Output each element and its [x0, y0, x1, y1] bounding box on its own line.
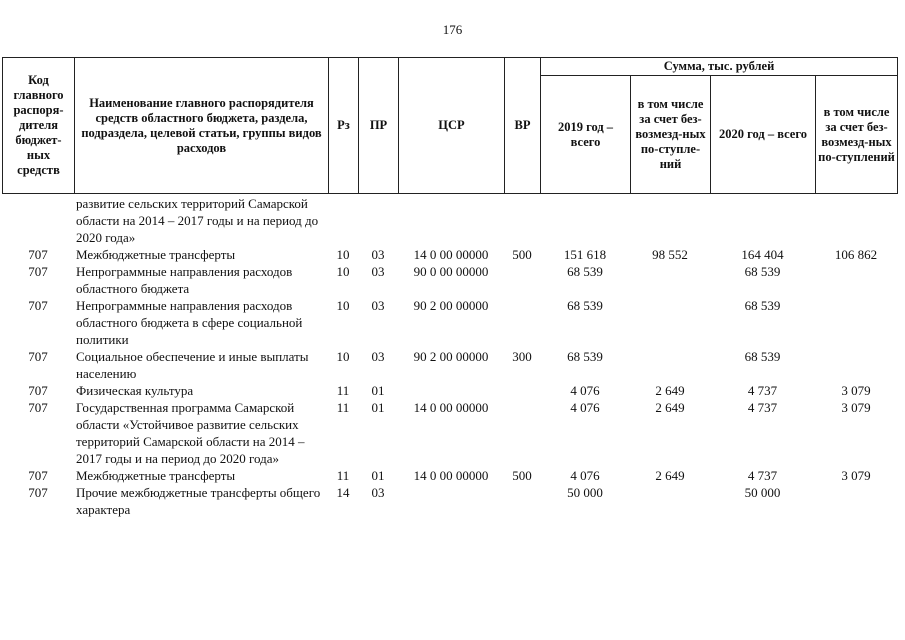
- row-name: Социальное обеспечение и иные выплаты населению: [76, 349, 309, 381]
- row-2020-total: 164 404: [741, 247, 784, 262]
- row-2020-free: [815, 297, 897, 348]
- header-2020-total: 2020 год – всего: [711, 76, 816, 194]
- row-rz: 14: [336, 485, 350, 500]
- row-2019-total: 68 539: [567, 264, 603, 279]
- header-code: Код главного распоря-дителя бюджет-ных средств: [3, 58, 75, 194]
- row-vr: [504, 263, 540, 297]
- header-2020-free: в том числе за счет без-возмезд-ных по-ступлений: [816, 76, 898, 194]
- row-2020-total: 4 737: [747, 468, 778, 483]
- row-csr: [398, 382, 504, 399]
- row-vr: 300: [512, 349, 532, 364]
- row-2020-total: 4 737: [747, 383, 778, 398]
- row-csr: 14 0 00 00000: [413, 400, 489, 415]
- row-rz: 11: [336, 400, 350, 415]
- row-name: Непрограммные направления расходов областного бюджета в сфере социальной политики: [76, 298, 303, 347]
- row-2019-free: 2 649: [655, 383, 685, 398]
- row-2019-free: 2 649: [655, 400, 685, 415]
- row-code: 707: [28, 383, 48, 398]
- header-2019-free: в том числе за счет без-возмезд-ных по-ступле-ний: [631, 76, 711, 194]
- row-rz: 10: [336, 264, 350, 279]
- row-2019-total: 50 000: [567, 485, 603, 500]
- row-vr: [504, 195, 540, 246]
- row-code: 707: [28, 298, 48, 313]
- row-2019-free: 2 649: [655, 468, 685, 483]
- row-2019-free: [630, 263, 710, 297]
- row-pr: [358, 195, 398, 246]
- row-pr: 03: [371, 298, 385, 313]
- row-2019-total: [540, 195, 630, 246]
- page-number: 176: [442, 22, 463, 37]
- row-code: 707: [28, 468, 48, 483]
- row-2020-total: 68 539: [744, 264, 781, 279]
- row-pr: 01: [371, 400, 385, 415]
- table-body: [2, 195, 897, 518]
- row-2020-total: 68 539: [744, 349, 781, 364]
- row-pr: 03: [371, 264, 385, 279]
- row-2020-free: 106 862: [834, 247, 878, 262]
- row-rz: [328, 195, 358, 246]
- row-2019-free: 98 552: [652, 247, 688, 262]
- row-name: Государственная программа Самарской области «Устойчивое развитие сельских территорий Самарской области на 2014 – 2017 годы и на период до 2020 года»: [76, 400, 305, 466]
- row-2020-free: 3 079: [841, 383, 871, 398]
- table-row: [2, 246, 897, 263]
- table-row: [2, 467, 897, 484]
- row-name: Межбюджетные трансферты: [76, 247, 236, 262]
- row-rz: 10: [336, 247, 350, 262]
- row-vr: 500: [512, 468, 532, 483]
- row-2020-free: [815, 484, 897, 518]
- row-csr: [398, 484, 504, 518]
- header-name: Наименование главного распорядителя средств областного бюджета, раздела, подраздела, целевой статьи, группы видов расходов: [75, 58, 329, 194]
- row-name: Непрограммные направления расходов областного бюджета: [76, 264, 293, 296]
- table-row: [2, 195, 897, 246]
- row-vr: 500: [512, 247, 532, 262]
- row-csr: 14 0 00 00000: [413, 468, 489, 483]
- row-2020-free: [815, 263, 897, 297]
- row-vr: [504, 399, 540, 467]
- row-pr: 01: [371, 468, 385, 483]
- table-row: [2, 263, 897, 297]
- row-csr: [398, 195, 504, 246]
- table-header: [2, 57, 898, 194]
- row-code: 707: [28, 247, 48, 262]
- row-csr: 90 0 00 00000: [413, 264, 489, 279]
- row-2019-total: 4 076: [570, 400, 600, 415]
- row-pr: 03: [371, 247, 385, 262]
- row-2019-total: 68 539: [567, 298, 603, 313]
- row-2020-free: 3 079: [841, 468, 871, 483]
- table-row: [2, 484, 897, 518]
- table-row: [2, 382, 897, 399]
- row-rz: 11: [336, 468, 350, 483]
- row-pr: 03: [371, 485, 385, 500]
- row-rz: 11: [336, 383, 350, 398]
- row-code: [2, 195, 74, 246]
- row-code: 707: [28, 264, 48, 279]
- row-2019-total: 4 076: [570, 383, 600, 398]
- row-2020-free: [815, 348, 897, 382]
- table-row: [2, 399, 897, 467]
- row-vr: [504, 297, 540, 348]
- row-csr: 14 0 00 00000: [413, 247, 489, 262]
- row-vr: [504, 382, 540, 399]
- row-pr: 01: [371, 383, 385, 398]
- row-2020-total: 50 000: [744, 485, 781, 500]
- row-rz: 10: [336, 298, 350, 313]
- row-name: Межбюджетные трансферты: [76, 468, 236, 483]
- table-row: [2, 297, 897, 348]
- row-2020-free: 3 079: [841, 400, 871, 415]
- header-sum: Сумма, тыс. рублей: [541, 58, 898, 76]
- row-vr: [504, 484, 540, 518]
- header-rz: Рз: [329, 58, 359, 194]
- header-vr: ВР: [505, 58, 541, 194]
- row-code: 707: [28, 400, 48, 415]
- header-csr: ЦСР: [399, 58, 505, 194]
- table-row: [2, 348, 897, 382]
- row-2020-total: [710, 195, 815, 246]
- row-2019-free: [630, 348, 710, 382]
- row-rz: 10: [336, 349, 350, 364]
- row-2019-free: [630, 195, 710, 246]
- row-2019-free: [630, 484, 710, 518]
- header-2019-total: 2019 год – всего: [541, 76, 631, 194]
- row-csr: 90 2 00 00000: [413, 298, 489, 313]
- row-pr: 03: [371, 349, 385, 364]
- row-2019-total: 4 076: [570, 468, 600, 483]
- row-2020-free: [815, 195, 897, 246]
- row-2020-total: 68 539: [744, 298, 781, 313]
- row-csr: 90 2 00 00000: [413, 349, 489, 364]
- row-2019-total: 151 618: [563, 247, 607, 262]
- row-2019-free: [630, 297, 710, 348]
- row-2020-total: 4 737: [747, 400, 778, 415]
- row-name: Прочие межбюджетные трансферты общего характера: [76, 485, 321, 517]
- row-name: Физическая культура: [76, 383, 194, 398]
- row-name: развитие сельских территорий Самарской области на 2014 – 2017 годы и на период до 2020 года»: [76, 196, 319, 245]
- row-code: 707: [28, 349, 48, 364]
- header-pr: ПР: [359, 58, 399, 194]
- row-2019-total: 68 539: [567, 349, 603, 364]
- row-code: 707: [28, 485, 48, 500]
